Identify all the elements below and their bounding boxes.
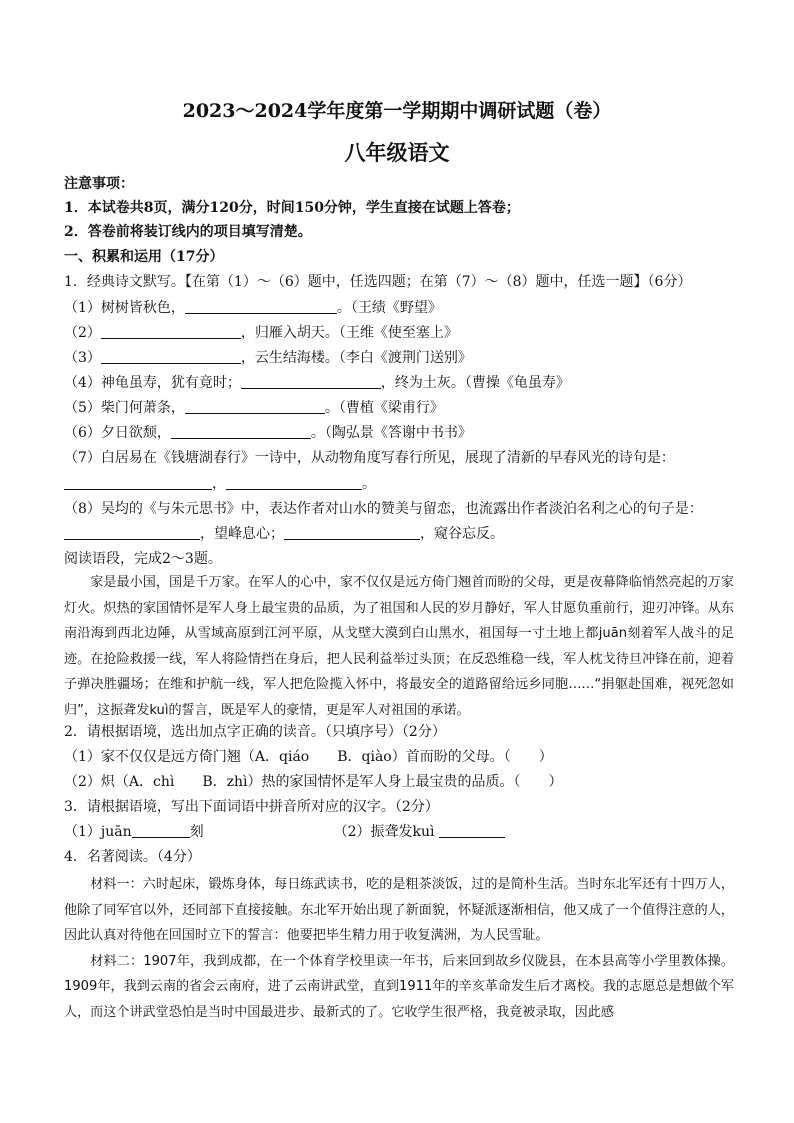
q1-item-8-text-b: ，窥谷忘反。 bbox=[420, 526, 504, 542]
q1-item-7-end: 。 bbox=[362, 476, 376, 492]
answer-blank[interactable] bbox=[64, 475, 212, 490]
exam-title: 2023～2024学年度第一学期期中调研试题（卷） bbox=[182, 100, 612, 122]
q1-item-2-text-a: （2） bbox=[64, 325, 101, 341]
q3-items bbox=[64, 822, 505, 842]
q1-item-5-text-a: （5）柴门何萧条， bbox=[64, 400, 185, 416]
reading-passage bbox=[64, 570, 734, 723]
note-item-1: 1．本试卷共8页，满分120分，时间150分钟，学生直接在试题上答卷； bbox=[64, 200, 520, 216]
q1-item-7-answer bbox=[64, 474, 376, 494]
q1-item-6-text-b: 。（陶弘景《答谢中书书》 bbox=[310, 425, 472, 441]
q1-item-7: （7）白居易在《钱塘湖春行》一诗中，从动物角度写春行所见，展现了清新的早春风光的诗句是： bbox=[64, 450, 675, 466]
note-item-2: 2．答卷前将装订线内的项目填写清楚。 bbox=[64, 224, 312, 240]
q1-item-8-text-a: ，望峰息心； bbox=[200, 526, 284, 542]
q1-item-8-answer bbox=[64, 524, 504, 544]
answer-blank[interactable] bbox=[132, 823, 190, 838]
answer-blank[interactable] bbox=[226, 475, 362, 490]
material-1: 材料一：六时起床，锻炼身体，每日练武读书，吃的是粗茶淡饭，过的是简朴生活。当时东北军还有十四万人，他除了同军官以外，还同部下直接接触。东北军开始出现了新面貌，怀疑派逐渐相信，他又成了一个值得注意的人，因此认真对待他在回国时立下的誓言：他要把毕生精力用于收复满洲，为人民雪耻。 bbox=[64, 877, 734, 943]
answer-blank[interactable] bbox=[64, 525, 200, 540]
q2-item-1: （1）家不仅仅是远方倚门翘（A．qiáo B．qiào）首而盼的父母。（ ） bbox=[64, 749, 553, 765]
q3-item-1-text-a: （1）juān bbox=[64, 824, 132, 840]
q1-item-8: （8）吴均的《与朱元思书》中，表达作者对山水的赞美与留恋，也流露出作者淡泊名利之心的句子是： bbox=[64, 501, 703, 517]
answer-blank[interactable] bbox=[185, 399, 325, 414]
answer-blank[interactable] bbox=[284, 525, 420, 540]
q1-item-1 bbox=[64, 298, 442, 318]
answer-blank[interactable] bbox=[241, 374, 381, 389]
q4-materials bbox=[64, 872, 734, 1025]
q1-item-4-text-a: （4）神龟虽寿，犹有竟时； bbox=[64, 375, 241, 391]
q1-item-3 bbox=[64, 348, 472, 368]
q1-item-2 bbox=[64, 323, 458, 343]
q1-item-3-text-a: （3） bbox=[64, 350, 101, 366]
q1-item-7-sep: ， bbox=[212, 476, 226, 492]
q3-stem: 3．请根据语境，写出下面词语中拼音所对应的汉字。（2分） bbox=[64, 799, 439, 815]
q1-item-1-text-b: 。（王绩《野望》 bbox=[336, 300, 442, 316]
q1-item-6-text-a: （6）夕日欲颓， bbox=[64, 425, 171, 441]
q1-item-5-text-b: 。（曹植《梁甫行》 bbox=[324, 400, 444, 416]
answer-blank[interactable] bbox=[185, 299, 337, 314]
q3-item-1-text-b: 刻 bbox=[189, 824, 204, 840]
material-2: 材料二：1907年，我到成都，在一个体育学校里读一年书，后来回到故乡仪陇县，在本县高等小学里教体操。1909年，我到云南的省会云南府，进了云南讲武堂，直到1911年的辛亥革命发生后才离校。我的志愿总是想做个军人，而这个讲武堂恐怕是当时中国最进步、最新式的了。它收学生很严格，我竟被录取，因此感 bbox=[64, 953, 734, 1020]
q3-item-2-text-a: （2）振聋发kuì bbox=[333, 824, 435, 840]
q1-item-5 bbox=[64, 398, 444, 418]
answer-blank[interactable] bbox=[101, 349, 241, 364]
q2-item-2: （2）炽（A．chì B．zhì）热的家国情怀是军人身上最宝贵的品质。（ ） bbox=[64, 774, 563, 790]
answer-blank[interactable] bbox=[171, 424, 311, 439]
reading-intro: 阅读语段，完成2～3题。 bbox=[64, 551, 222, 567]
reading-paragraph: 家是最小国，国是千万家。在军人的心中，家不仅仅是远方倚门翘首而盼的父母，更是夜幕降临悄然亮起的万家灯火。炽热的家国情怀是军人身上最宝贵的品质，为了祖国和人民的岁月静好，军人甘愿负重前行，迎刃冲锋。从东南沿海到西北边陲，从雪域高原到江河平原，从戈壁大漠到白山黑水，祖国每一寸土地上都juān刻着军人战斗的足迹。在抢险救援一线，军人将险情挡在身后，把人民利益举过头顶；在反恐维稳一线，军人枕戈待旦冲锋在前，迎着子弹决胜疆场；在维和护航一线，军人把危险揽入怀中，将最安全的道路留给远乡同胞……“捐躯赴国难，视死忽如归”，这振聋发kuì的誓言，既是军人的豪情，更是军人对祖国的承诺。 bbox=[64, 575, 734, 718]
q1-item-3-text-b: ，云生结海楼。（李白《渡荆门送别》 bbox=[240, 350, 472, 366]
q4-stem: 4．名著阅读。（4分） bbox=[64, 849, 201, 865]
q1-item-4-text-b: ，终为土灰。（曹操《龟虽寿》 bbox=[380, 375, 570, 391]
answer-blank[interactable] bbox=[101, 324, 241, 339]
q1-item-2-text-b: ，归雁入胡天。（王维《使至塞上》 bbox=[240, 325, 458, 341]
section-heading-1: 一、积累和运用（17分） bbox=[64, 249, 224, 265]
exam-subtitle: 八年级语文 bbox=[344, 140, 450, 165]
q1-item-4 bbox=[64, 373, 570, 393]
answer-blank[interactable] bbox=[439, 823, 505, 838]
q1-stem: 1．经典诗文默写。【在第（1）～（6）题中，任选四题；在第（7）～（8）题中，任选一题】（6分） bbox=[64, 274, 692, 290]
q1-item-1-text-a: （1）树树皆秋色， bbox=[64, 300, 185, 316]
q1-item-6 bbox=[64, 423, 472, 443]
notes-heading: 注意事项： bbox=[64, 176, 134, 192]
q2-stem: 2．请根据语境，选出加点字正确的读音。（只填序号）（2分） bbox=[64, 724, 446, 740]
